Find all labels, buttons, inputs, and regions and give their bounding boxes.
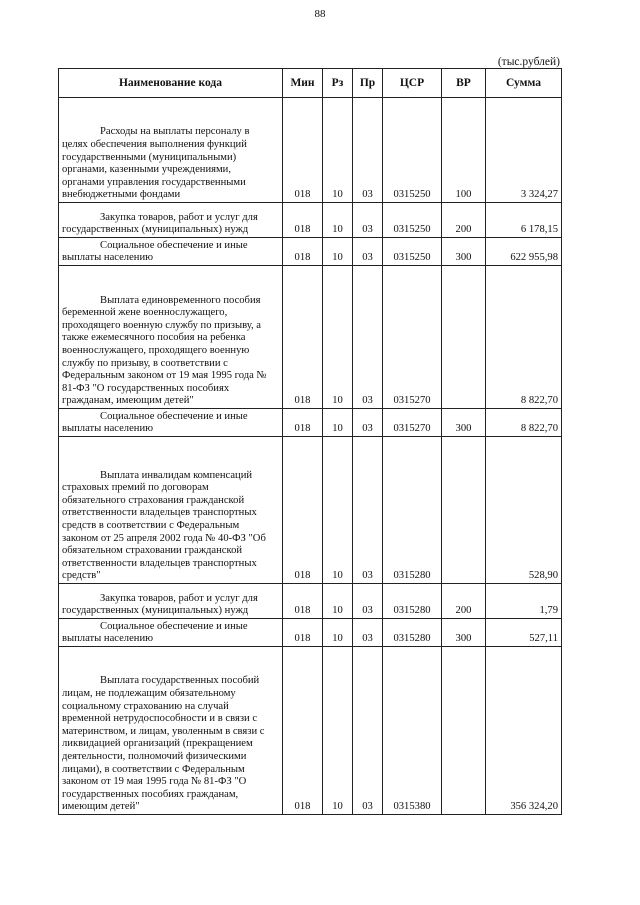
header-sum: Сумма [486, 69, 562, 98]
row-vr [442, 647, 486, 815]
row-sum: 8 822,70 [486, 266, 562, 409]
row-sum: 622 955,98 [486, 238, 562, 266]
row-sum: 6 178,15 [486, 203, 562, 238]
row-sum: 8 822,70 [486, 409, 562, 437]
row-name-line: ответственности владельцев транспортных [62, 507, 257, 519]
table-row [59, 238, 562, 266]
table-row [59, 98, 562, 203]
row-sum: 1,79 [486, 584, 562, 619]
row-name-line: органами, казенными учреждениями, [62, 164, 232, 176]
row-vr: 200 [442, 203, 486, 238]
row-sum: 527,11 [486, 619, 562, 647]
row-name-line: материнством, и лицам, уволенным в связи с [62, 725, 265, 737]
row-min: 018 [283, 409, 323, 437]
table-row [59, 437, 562, 584]
row-name-line: целях обеспечения выполнения функций [62, 139, 247, 151]
row-pr: 03 [353, 238, 383, 266]
row-rz: 10 [323, 409, 353, 437]
row-name-line: лицами), в соответствии с Федеральным [62, 763, 245, 775]
row-csr: 0315250 [383, 203, 442, 238]
row-min: 018 [283, 437, 323, 584]
row-name-line: имеющим детей" [62, 801, 140, 813]
row-pr: 03 [353, 98, 383, 203]
row-vr [442, 437, 486, 584]
row-name-line: 81-ФЗ "О государственных пособиях [62, 382, 230, 394]
row-name-line: страховых премий по договорам [62, 482, 209, 494]
row-rz: 10 [323, 203, 353, 238]
table-row [59, 584, 562, 619]
row-name-line: органами управления государственными [62, 176, 246, 188]
row-vr: 300 [442, 238, 486, 266]
row-name-line: средств" [62, 570, 101, 582]
table-row [59, 619, 562, 647]
row-name-line: службу по призыву, в соответствии с [62, 357, 228, 369]
row-name-line: выплаты населению [62, 252, 154, 264]
row-min: 018 [283, 238, 323, 266]
budget-table [58, 68, 562, 815]
row-name-line: беременной жене военнослужащего, [62, 307, 228, 319]
row-name-line: также ежемесячного пособия на ребенка [62, 332, 246, 344]
row-name [59, 409, 283, 437]
row-pr: 03 [353, 437, 383, 584]
page-number: 88 [314, 8, 326, 20]
row-name [59, 203, 283, 238]
header-pr: Пр [353, 69, 383, 98]
row-name-line: государственных (муниципальных) нужд [62, 224, 249, 236]
row-name-line: лицам, не подлежащим обязательному [62, 688, 236, 700]
row-pr: 03 [353, 266, 383, 409]
row-vr: 300 [442, 409, 486, 437]
row-name [59, 584, 283, 619]
table-row [59, 409, 562, 437]
row-name-line: выплаты населению [62, 633, 154, 645]
row-name-line: Закупка товаров, работ и услуг для [100, 592, 258, 604]
row-sum: 356 324,20 [486, 647, 562, 815]
row-pr: 03 [353, 409, 383, 437]
row-name-line: выплаты населению [62, 423, 154, 435]
row-sum: 528,90 [486, 437, 562, 584]
row-name-line: Социальное обеспечение и иные [100, 410, 248, 422]
table-header-row [59, 69, 562, 98]
row-name [59, 437, 283, 584]
row-min: 018 [283, 584, 323, 619]
row-rz: 10 [323, 437, 353, 584]
row-name-line: Социальное обеспечение и иные [100, 239, 248, 251]
row-name-line: ликвидацией организаций (прекращением [62, 738, 253, 750]
row-vr: 100 [442, 98, 486, 203]
row-min: 018 [283, 203, 323, 238]
row-rz: 10 [323, 647, 353, 815]
row-min: 018 [283, 98, 323, 203]
row-name [59, 266, 283, 409]
row-name-line: Выплата инвалидам компенсаций [100, 469, 253, 481]
row-name-line: Закупка товаров, работ и услуг для [100, 211, 258, 223]
row-name-line: средств в соответствии с Федеральным [62, 520, 240, 532]
row-vr: 300 [442, 619, 486, 647]
row-csr: 0315380 [383, 647, 442, 815]
row-name-line: Выплата единовременного пособия [100, 294, 261, 306]
row-csr: 0315280 [383, 437, 442, 584]
row-name-line: государственных (муниципальных) нужд [62, 605, 249, 617]
header-min: Мин [283, 69, 323, 98]
row-csr: 0315280 [383, 619, 442, 647]
row-vr: 200 [442, 584, 486, 619]
row-name [59, 619, 283, 647]
row-name [59, 98, 283, 203]
row-name [59, 238, 283, 266]
row-csr: 0315270 [383, 409, 442, 437]
row-rz: 10 [323, 619, 353, 647]
header-name: Наименование кода [59, 69, 283, 98]
row-name-line: гражданам, имеющим детей" [62, 395, 194, 407]
row-name-line: ответственности владельцев транспортных [62, 557, 257, 569]
row-sum: 3 324,27 [486, 98, 562, 203]
row-name-line: внебюджетными фондами [62, 189, 181, 201]
row-vr [442, 266, 486, 409]
row-name-line: государственных пособиях гражданам, [62, 788, 239, 800]
row-name-line: временной нетрудоспособности и в связи с [62, 713, 258, 725]
header-rz: Рз [323, 69, 353, 98]
row-name [59, 647, 283, 815]
row-rz: 10 [323, 238, 353, 266]
row-name-line: военнослужащего, проходящего военную [62, 345, 250, 357]
table-row [59, 266, 562, 409]
row-name-line: Социальное обеспечение и иные [100, 620, 248, 632]
header-vr: ВР [442, 69, 486, 98]
row-rz: 10 [323, 266, 353, 409]
row-pr: 03 [353, 584, 383, 619]
row-min: 018 [283, 266, 323, 409]
row-name-line: государственными (муниципальными) [62, 151, 237, 163]
row-name-line: деятельности, полномочий физическими [62, 751, 247, 763]
row-name-line: проходящего военную службу по призыву, а [62, 319, 261, 331]
row-name-line: Выплата государственных пособий [100, 675, 260, 687]
table-row [59, 647, 562, 815]
row-csr: 0315250 [383, 238, 442, 266]
table-body [59, 98, 562, 815]
row-name-line: Расходы на выплаты персоналу в [100, 126, 250, 138]
row-csr: 0315280 [383, 584, 442, 619]
row-min: 018 [283, 619, 323, 647]
row-pr: 03 [353, 647, 383, 815]
units-note: (тыс.рублей) [497, 56, 560, 68]
row-name-line: Федеральным законом от 19 мая 1995 года № [62, 370, 267, 382]
row-name-line: обязательном страховании гражданской [62, 545, 243, 557]
row-name-line: законом от 19 мая 1995 года № 81-ФЗ "О [62, 776, 247, 788]
row-rz: 10 [323, 98, 353, 203]
table-row [59, 203, 562, 238]
row-csr: 0315270 [383, 266, 442, 409]
row-rz: 10 [323, 584, 353, 619]
row-name-line: социальному страхованию на случай [62, 700, 229, 712]
header-csr: ЦСР [383, 69, 442, 98]
row-pr: 03 [353, 619, 383, 647]
row-name-line: законом от 25 апреля 2002 года № 40-ФЗ "Об [62, 532, 266, 544]
row-min: 018 [283, 647, 323, 815]
row-pr: 03 [353, 203, 383, 238]
row-name-line: обязательного страхования гражданской [62, 494, 245, 506]
row-csr: 0315250 [383, 98, 442, 203]
